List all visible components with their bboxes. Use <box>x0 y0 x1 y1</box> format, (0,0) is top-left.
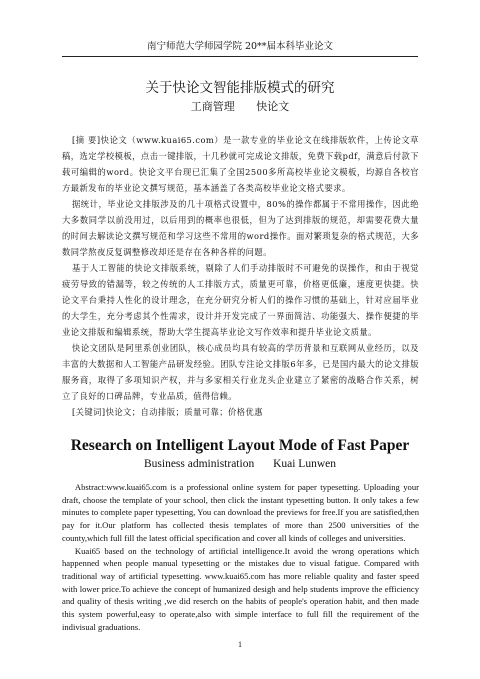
abstract-zh-paragraph-2: 据统计，毕业论文排版涉及的几十项格式设置中，80%的操作都属于不常用操作，因此绝大多数同学以前没用过，以后用到的概率也很低，但为了达到排版的规范，却需要花费大量的时间去解读论文撰写规范和学习这些不常用的word操作。面对繁琐复杂的格式规范，大多数同学熬夜反复调整修改却还是存在各种各样的问题。 <box>62 199 419 257</box>
english-title: Research on Intelligent Layout Mode of Fast Paper <box>70 437 410 454</box>
keywords-zh: [关键词]快论文；自动排版；质量可靠；价格优惠 <box>71 407 264 417</box>
abstract-en-paragraph-2: Kuai65 based on the technology of artificial intelligence.It avoid the wrong operations which happenned when people manual typesetting or the mistakes due to visual fatigue. Compared with traditional way of artificial typesetting. www.kuai65.com has more reliable quality and faster speed with lower price.To achieve the concept of humanized desigh and help students improve the efficiency and quality of thesis writing ,we did reserch on the habits of people's operation habit, and then made this system powerful,easy to operate,also with simple interface to full fill the requirement of the indivisual graduations. <box>62 545 419 632</box>
chinese-title: 关于快论文智能排版模式的研究 <box>145 80 335 96</box>
abstract-zh-paragraph-4: 快论文团队是阿里系创业团队，核心成员均具有较高的学历背景和互联网从业经历，以及丰富的大数据和人工智能产品研发经验。团队专注论文排版6年多，已是国内最大的论文排版服务商，取得了多项知识产权，并与多家相关行业龙头企业建立了紧密的战略合作关系，树立了良好的口碑品牌，专业品质，值得信赖。 <box>62 343 419 401</box>
author-department-zh: 工商管理 <box>190 100 235 113</box>
author-department-en: Business administration <box>143 458 255 470</box>
chinese-author-line <box>0 98 480 114</box>
page-number: 1 <box>238 640 242 649</box>
english-abstract <box>62 481 419 633</box>
abstract-zh-paragraph-1: [摘 要]快论文（www.kuai65.com）是一款专业的毕业论文在线排版软件，上传论文草稿，选定学校模板，点击一键排版，十几秒就可完成论文排版，免费下载pdf，满意后付款下载可编辑的word。快论文平台现已汇集了全国2500多所高校毕业论文模板，均源自各校官方最新发布的毕业论文撰写规范，基本涵盖了各类高校毕业论文格式要求。 <box>62 135 419 193</box>
author-name-en: Kuai Lunwen <box>273 458 336 470</box>
abstract-zh-paragraph-3: 基于人工智能的快论文排版系统，剔除了人们手动排版时不可避免的误操作，和由于视觉疲劳导致的错漏等，较之传统的人工排版方式，质量更可靠，价格更低廉，速度更快捷。快论文平台秉持人性化的设计理念，在充分研究分析人们的操作习惯的基础上，针对应届毕业的大学生，充分考虑其个性需求，设计并开发完成了一界面简洁、功能强大、操作便捷的毕业论文排版和编辑系统，帮助大学生提高毕业论文写作效率和提升毕业论文质量。 <box>62 263 419 337</box>
english-author-line <box>0 458 480 470</box>
abstract-en-paragraph-1: Abstract:www.kuai65.com is a professional online system for paper typesetting. Uploading your draft, choose the template of your school, then click the instant typesetting button. It only takes a few minutes to complete paper typesetting, You can download the previews for free.If you are satisfied,then pay for it.Our platform has collected thesis templates of more than 2500 universities of the county,which full fill the latest official specification and cover all kinds of colleges and universities. <box>62 482 419 543</box>
author-name-zh: 快论文 <box>256 100 290 113</box>
chinese-abstract <box>62 132 419 420</box>
running-header: 南宁师范大学师园学院 20**届本科毕业论文 <box>62 40 418 57</box>
